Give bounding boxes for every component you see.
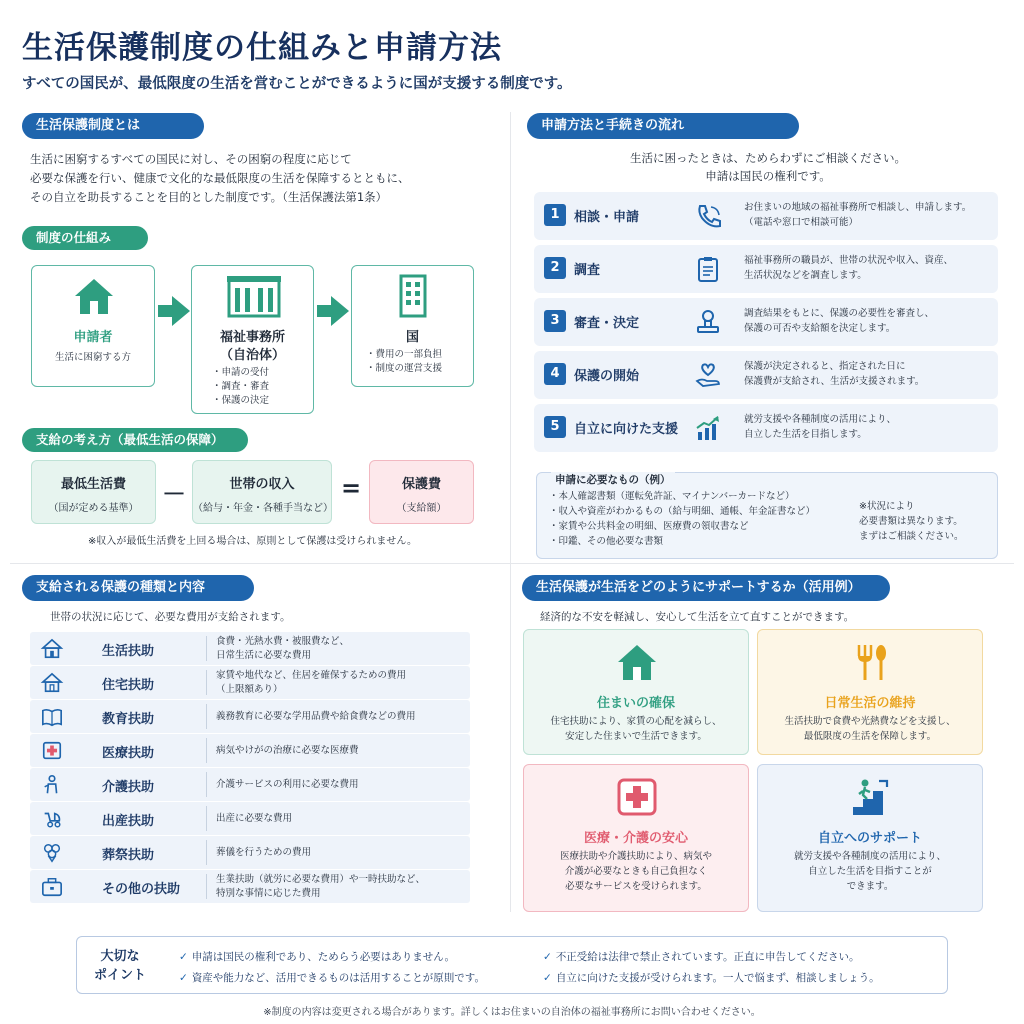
table-row [30, 768, 470, 801]
table-row [30, 734, 470, 767]
aid-type-description: 生業扶助（就労に必要な費用）や一時扶助など、 特別な事情に応じた費用 [216, 874, 426, 899]
procedure-step-5 [534, 404, 998, 452]
aid-type-description: 家賃や地代など、住居を確保するための費用 （上限額あり） [216, 670, 407, 695]
medical-cross-icon [40, 740, 64, 762]
state-box [351, 265, 474, 387]
check-icon: ✓ [179, 972, 188, 984]
step-description: お住まいの地域の福祉事務所で相談し、申請します。 （電話や窓口で相談可能） [744, 202, 972, 228]
minus-sign: － [162, 480, 186, 508]
support-card-description: 医療扶助や介護扶助により、病気や 介護が必要なときも自己負担なく 必要なサービスを受けられます。 [559, 851, 712, 892]
aid-type-label: その他の扶助 [102, 882, 181, 897]
support-card-description: 住宅扶助により、家賃の心配を減らし、 安定した住まいで生活できます。 [550, 716, 722, 742]
aid-type-description: 病気やけがの治療に必要な医療費 [216, 745, 359, 756]
key-points-box [76, 936, 948, 994]
medical-cross-icon [615, 777, 659, 819]
growth-chart-icon [694, 414, 722, 442]
support-card [523, 629, 749, 755]
support-card-description: 生活扶助で食費や光熱費などを支援し、 最低限度の生活を保障します。 [784, 716, 956, 742]
requirements-note: ※状況により 必要書類は異なります。 まずはご相談ください。 [859, 501, 964, 542]
key-point: ✓ 申請は国民の権利であり、ためらう必要はありません。 [179, 951, 455, 963]
table-row [30, 666, 470, 699]
heart-hand-icon [694, 361, 722, 389]
house-icon [40, 638, 64, 660]
care-person-icon [40, 774, 64, 796]
office-title2: （自治体） [219, 348, 285, 363]
check-icon: ✓ [543, 951, 552, 963]
flower-icon [40, 842, 64, 864]
check-icon: ✓ [179, 951, 188, 963]
step-number: 1 [544, 204, 566, 226]
benefit-title: 保護費 [401, 477, 441, 492]
step-label: 保護の開始 [574, 369, 640, 384]
types-heading: 支給される保護の種類と内容 [22, 575, 254, 601]
stairs-person-icon [849, 777, 893, 819]
support-card-description: 就労支援や各種制度の活用により、 自立した生活を目指すことが できます。 [793, 851, 946, 892]
book-icon [40, 706, 64, 728]
procedure-heading: 申請方法と手続きの流れ [527, 113, 799, 139]
clipboard-icon [694, 255, 722, 283]
support-intro: 経済的な不安を軽減し、安心して生活を立て直すことができます。 [540, 611, 855, 623]
about-heading: 生活保護制度とは [22, 113, 204, 139]
aid-type-description: 葬儀を行うための費用 [216, 847, 312, 858]
key-point: ✓ 自立に向けた支援が受けられます。一人で悩まず、相談しましょう。 [543, 972, 880, 984]
office-list: ・申請の受付 ・調査・審査 ・保護の決定 [212, 367, 270, 406]
briefcase-icon [40, 876, 64, 898]
applicant-sub: 生活に困窮する方 [54, 352, 131, 363]
support-card [757, 764, 983, 912]
table-row [30, 836, 470, 869]
benefit-box [369, 460, 474, 524]
stamp-icon [694, 308, 722, 336]
step-number: 3 [544, 310, 566, 332]
applicant-title: 申請者 [73, 330, 113, 345]
key-point: ✓ 不正受給は法律で禁止されています。正直に申告してください。 [543, 951, 860, 963]
procedure-step-4 [534, 351, 998, 399]
step-label: 相談・申請 [574, 210, 640, 225]
stroller-icon [40, 808, 64, 830]
step-label: 調査 [574, 263, 601, 278]
aid-type-description: 義務教育に必要な学用品費や給食費などの費用 [216, 711, 416, 722]
fork-spoon-icon [849, 642, 893, 684]
key-point: ✓ 資産や能力など、活用できるものは活用することが原則です。 [179, 972, 485, 984]
check-icon: ✓ [543, 972, 552, 984]
procedure-intro: 生活に困ったときは、ためらわずにご相談ください。 申請は国民の権利です。 [630, 151, 906, 183]
about-text: 生活に困窮するすべての国民に対し、その困窮の程度に応じて 必要な保護を行い、健康で文化的な最低限度の生活を保障するとともに、 その自立を助長することを目的とした制度です。（生活保護法第1条） [30, 152, 410, 204]
aid-type-label: 住宅扶助 [102, 678, 155, 693]
aid-type-label: 出産扶助 [102, 814, 155, 829]
aid-type-description: 出産に必要な費用 [216, 813, 293, 824]
step-label: 審査・決定 [574, 316, 640, 331]
min-cost-title: 最低生活費 [60, 477, 126, 492]
step-number: 4 [544, 363, 566, 385]
footer-note: ※制度の内容は変更される場合があります。詳しくはお住まいの自治体の福祉事務所にお問い合わせください。 [263, 1007, 761, 1018]
payment-note: ※収入が最低生活費を上回る場合は、原則として保護は受けられません。 [88, 536, 417, 547]
office-box [191, 265, 314, 414]
home-icon [40, 672, 64, 694]
building-icon [398, 274, 428, 318]
types-intro: 世帯の状況に応じて、必要な費用が支給されます。 [50, 611, 291, 623]
procedure-step-3 [534, 298, 998, 346]
arrow-icon [331, 296, 349, 326]
step-description: 保護が決定されると、指定された日に 保護費が支給され、生活が支援されます。 [744, 361, 925, 387]
office-title: 福祉事務所 [219, 330, 285, 345]
vertical-divider [510, 112, 511, 912]
step-label: 自立に向けた支援 [574, 422, 679, 437]
income-sub: （給与・年金・各種手当など） [193, 503, 333, 514]
support-card-title: 住まいの確保 [596, 696, 675, 711]
key-points-label: 大切な ポイント [93, 949, 146, 983]
support-card-title: 日常生活の維持 [824, 696, 916, 711]
step-description: 就労支援や各種制度の活用により、 自立した生活を目指します。 [744, 414, 897, 440]
aid-type-description: 食費・光熱水費・被服費など、 日常生活に必要な費用 [216, 636, 350, 661]
office-building-icon [225, 274, 283, 318]
aid-type-label: 介護扶助 [102, 780, 155, 795]
house-icon [72, 276, 116, 316]
arrow-icon [172, 296, 190, 326]
support-card-title: 医療・介護の安心 [583, 831, 688, 846]
requirements-list: ・本人確認書類（運転免許証、マイナンバーカードなど） ・収入や資産がわかるもの（給与明細、通帳、年金証書など） ・家賃や公共料金の明細、医療費の領収書など ・印鑑、その他必要な書類 [549, 491, 816, 547]
applicant-box [31, 265, 155, 387]
requirements-title: 申請に必要なもの（例） [551, 472, 675, 487]
table-row [30, 870, 470, 903]
support-card-title: 自立へのサポート [817, 831, 922, 846]
equals-sign: = [341, 474, 362, 502]
support-heading: 生活保護が生活をどのようにサポートするか（活用例） [522, 575, 890, 601]
aid-type-label: 医療扶助 [102, 746, 155, 761]
house-icon [615, 642, 659, 684]
table-row [30, 632, 470, 665]
procedure-step-2 [534, 245, 998, 293]
page-title: 生活保護制度の仕組みと申請方法 [22, 30, 502, 66]
payment-heading: 支給の考え方（最低生活の保障） [22, 428, 248, 452]
aid-type-label: 生活扶助 [102, 644, 155, 659]
support-card [757, 629, 983, 755]
aid-type-label: 教育扶助 [102, 712, 155, 727]
state-list: ・費用の一部負担 ・制度の運営支援 [366, 349, 443, 374]
support-card [523, 764, 749, 912]
page-subtitle: すべての国民が、最低限度の生活を営むことができるように国が支援する制度です。 [22, 76, 572, 92]
step-number: 2 [544, 257, 566, 279]
step-description: 調査結果をもとに、保護の必要性を審査し、 保護の可否や支給額を決定します。 [744, 308, 935, 334]
step-number: 5 [544, 416, 566, 438]
income-title: 世帯の収入 [229, 477, 295, 492]
state-title: 国 [405, 330, 419, 345]
min-cost-sub: （国が定める基準） [48, 503, 139, 514]
aid-type-description: 介護サービスの利用に必要な費用 [216, 779, 359, 790]
income-box [192, 460, 332, 524]
step-description: 福祉事務所の職員が、世帯の状況や収入、資産、 生活状況などを調査します。 [744, 255, 954, 281]
mechanism-heading: 制度の仕組み [22, 226, 148, 250]
requirements-box [536, 472, 998, 559]
min-cost-box [31, 460, 156, 524]
table-row [30, 700, 470, 733]
benefit-sub: （支給額） [396, 503, 447, 514]
phone-icon [694, 202, 722, 230]
aid-type-label: 葬祭扶助 [102, 848, 155, 863]
table-row [30, 802, 470, 835]
horizontal-divider [10, 563, 1014, 564]
procedure-step-1 [534, 192, 998, 240]
